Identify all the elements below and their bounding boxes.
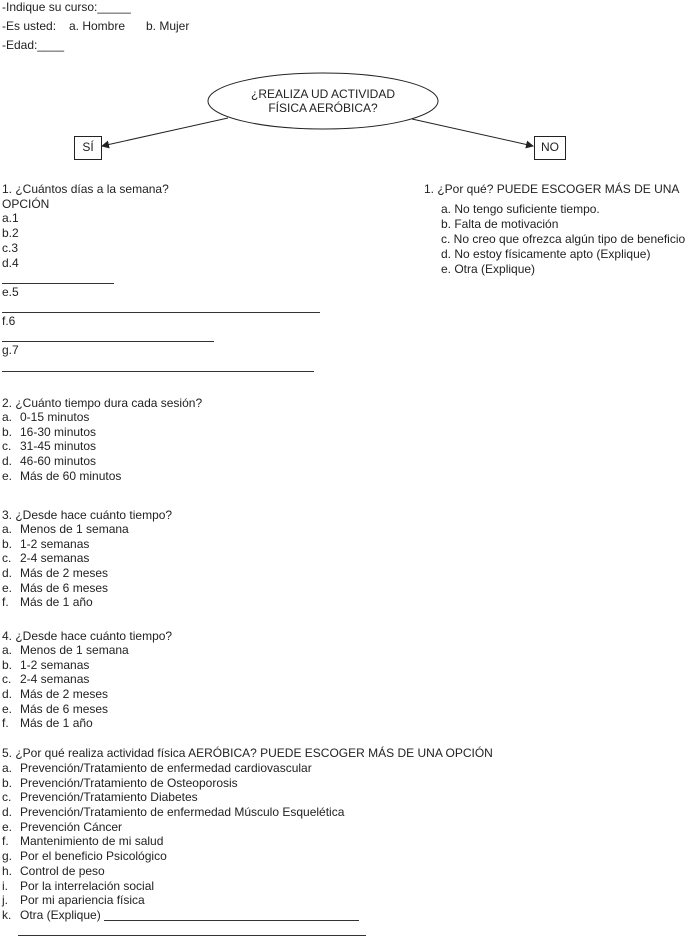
q1-option-g[interactable]: g.7 <box>2 343 19 357</box>
q1-line-e <box>2 312 320 313</box>
q3-title: 3. ¿Desde hace cuánto tiempo? <box>2 508 173 522</box>
sex-option-a[interactable]: a. Hombre <box>69 19 126 33</box>
q1-days-title2: OPCIÓN <box>2 197 50 211</box>
q1-no-option-a[interactable]: a. No tengo suficiente tiempo. <box>441 202 600 216</box>
q1-no-option-b[interactable]: b. Falta de motivación <box>441 217 559 231</box>
q4-title: 4. ¿Desde hace cuánto tiempo? <box>2 629 173 643</box>
no-box[interactable]: NO <box>534 136 566 160</box>
q1-option-d[interactable]: d.4 <box>2 256 19 270</box>
q1-no-option-e[interactable]: e. Otra (Explique) <box>441 262 536 276</box>
q5-other-line <box>104 920 359 921</box>
yes-box[interactable]: SÍ <box>74 136 102 160</box>
sex-prefix: -Es usted: <box>2 19 57 33</box>
q5-title: 5. ¿Por qué realiza actividad física AERÓBICA? PUEDE ESCOGER MÁS DE UNA OPCIÓN <box>2 746 493 760</box>
arrow-yes <box>102 118 228 146</box>
sex-option-b[interactable]: b. Mujer <box>146 19 190 33</box>
q1-line-g <box>2 371 314 372</box>
age-field[interactable]: -Edad:____ <box>2 38 65 52</box>
question-line1: ¿REALIZA UD ACTIVIDAD <box>250 87 396 101</box>
q1-option-f[interactable]: f.6 <box>2 314 16 328</box>
q1-option-a[interactable]: a.1 <box>2 211 19 225</box>
course-field[interactable]: -Indique su curso:_____ <box>2 0 131 14</box>
q1-no-option-c[interactable]: c. No creo que ofrezca algún tipo de beneficio <box>441 232 686 246</box>
q1-line-f <box>2 341 214 342</box>
q1-line-d <box>2 283 114 284</box>
q5-explain-line <box>18 935 366 936</box>
q1-option-e[interactable]: e.5 <box>2 285 19 299</box>
q1-option-c[interactable]: c.3 <box>2 241 19 255</box>
q2-title: 2. ¿Cuánto tiempo dura cada sesión? <box>2 396 203 410</box>
question-line2: FÍSICA AERÓBICA? <box>268 101 378 115</box>
q1-no-title: 1. ¿Por qué? PUEDE ESCOGER MÁS DE UNA <box>424 182 680 196</box>
arrow-no <box>412 119 533 146</box>
q1-no-option-d[interactable]: d. No estoy físicamente apto (Explique) <box>441 247 651 261</box>
q1-days-title: 1. ¿Cuántos días a la semana? <box>2 182 169 196</box>
question-text <box>223 87 423 115</box>
q1-option-b[interactable]: b.2 <box>2 226 19 240</box>
